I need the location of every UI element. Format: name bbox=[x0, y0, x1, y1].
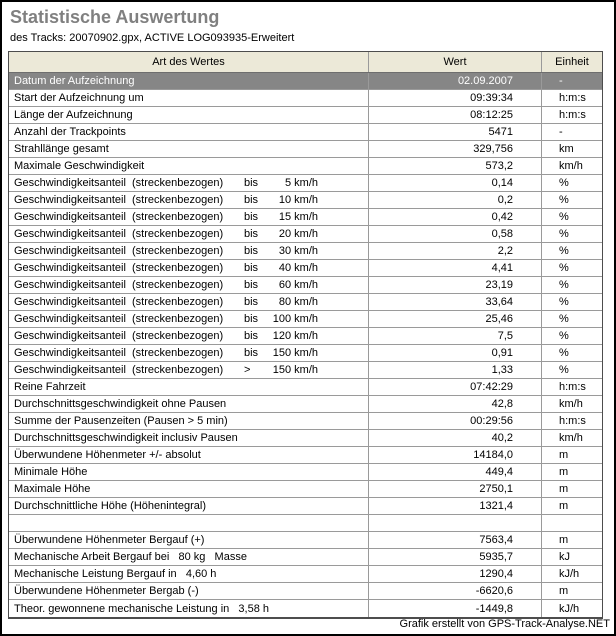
table-row bbox=[9, 175, 602, 192]
row-unit: % bbox=[559, 211, 569, 223]
row-unit: m bbox=[559, 585, 569, 597]
table-row bbox=[9, 566, 602, 583]
table-row bbox=[9, 141, 602, 158]
row-label-cell bbox=[9, 90, 369, 106]
table-row bbox=[9, 549, 602, 566]
row-threshold-speed: 15 km/h bbox=[278, 211, 318, 223]
row-label-cell bbox=[9, 532, 369, 548]
row-threshold-qualifier: bis bbox=[244, 194, 259, 206]
row-value: 09:39:34 bbox=[369, 90, 542, 106]
row-label: Theor. gewonnene mechanische Leistung in 3,58 h bbox=[14, 602, 270, 615]
row-value: 1,33 bbox=[369, 362, 542, 378]
column-header-art-des-wertes: Art des Wertes bbox=[9, 52, 369, 72]
row-label-cell bbox=[9, 413, 369, 429]
row-value: -1449,8 bbox=[369, 600, 542, 617]
row-label: Anzahl der Trackpoints bbox=[14, 126, 126, 138]
table-header-row bbox=[9, 52, 602, 73]
row-label: Geschwindigkeitsanteil (streckenbezogen) bbox=[14, 296, 224, 308]
row-unit: % bbox=[559, 296, 569, 308]
row-unit: % bbox=[559, 364, 569, 376]
row-threshold-qualifier: bis bbox=[244, 296, 259, 308]
row-label: Länge der Aufzeichnung bbox=[14, 109, 133, 121]
row-value: 02.09.2007 bbox=[369, 73, 542, 89]
row-value: 5471 bbox=[369, 124, 542, 140]
row-label: Geschwindigkeitsanteil (streckenbezogen) bbox=[14, 313, 224, 325]
row-value: 1290,4 bbox=[369, 566, 542, 582]
table-row bbox=[9, 90, 602, 107]
table-row bbox=[9, 498, 602, 515]
row-label: Geschwindigkeitsanteil (streckenbezogen) bbox=[14, 177, 224, 189]
row-label-cell bbox=[9, 447, 369, 463]
row-unit: km/h bbox=[559, 160, 583, 172]
row-unit: km/h bbox=[559, 398, 583, 410]
row-unit: % bbox=[559, 347, 569, 359]
row-threshold-qualifier: bis bbox=[244, 177, 259, 189]
row-unit: % bbox=[559, 194, 569, 206]
row-label-cell bbox=[9, 260, 369, 276]
row-label-cell bbox=[9, 583, 369, 599]
row-unit: % bbox=[559, 279, 569, 291]
row-threshold-qualifier: bis bbox=[244, 245, 259, 257]
row-value: 573,2 bbox=[369, 158, 542, 174]
row-value: 08:12:25 bbox=[369, 107, 542, 123]
row-label-cell bbox=[9, 430, 369, 446]
row-threshold-speed: 120 km/h bbox=[272, 330, 318, 342]
row-value: 2750,1 bbox=[369, 481, 542, 497]
row-label: Summe der Pausenzeiten (Pausen > 5 min) bbox=[14, 415, 228, 427]
table-row bbox=[9, 413, 602, 430]
row-value: 00:29:56 bbox=[369, 413, 542, 429]
row-label-cell bbox=[9, 362, 369, 378]
row-label-cell bbox=[9, 192, 369, 208]
row-value: 23,19 bbox=[369, 277, 542, 293]
table-row bbox=[9, 107, 602, 124]
row-value bbox=[369, 515, 542, 531]
table-row bbox=[9, 226, 602, 243]
row-label-cell bbox=[9, 243, 369, 259]
row-value: 7563,4 bbox=[369, 532, 542, 548]
row-label: Geschwindigkeitsanteil (streckenbezogen) bbox=[14, 194, 224, 206]
row-threshold-qualifier: > bbox=[244, 364, 251, 376]
table-body bbox=[9, 73, 602, 617]
row-value: 5935,7 bbox=[369, 549, 542, 565]
row-value: 42,8 bbox=[369, 396, 542, 412]
page-title: Statistische Auswertung bbox=[10, 7, 220, 27]
table-row bbox=[9, 447, 602, 464]
row-threshold-qualifier: bis bbox=[244, 228, 259, 240]
table-row bbox=[9, 532, 602, 549]
table-row bbox=[9, 600, 602, 617]
row-value: 33,64 bbox=[369, 294, 542, 310]
row-label-cell bbox=[9, 175, 369, 191]
table-row bbox=[9, 158, 602, 175]
column-header-wert: Wert bbox=[369, 52, 542, 72]
row-value: -6620,6 bbox=[369, 583, 542, 599]
row-label-cell bbox=[9, 481, 369, 497]
row-threshold-speed: 20 km/h bbox=[278, 228, 318, 240]
row-label-cell bbox=[9, 311, 369, 327]
row-label: Mechanische Arbeit Bergauf bei 80 kg Masse bbox=[14, 551, 247, 563]
row-label-cell bbox=[9, 107, 369, 123]
row-value: 40,2 bbox=[369, 430, 542, 446]
row-label: Überwundene Höhenmeter Bergab (-) bbox=[14, 585, 199, 597]
row-label-cell bbox=[9, 515, 369, 531]
table-row bbox=[9, 430, 602, 447]
row-unit: kJ/h bbox=[559, 568, 580, 580]
row-threshold-speed: 100 km/h bbox=[272, 313, 318, 325]
row-value: 25,46 bbox=[369, 311, 542, 327]
table-row bbox=[9, 311, 602, 328]
row-label-cell bbox=[9, 209, 369, 225]
row-value: 1321,4 bbox=[369, 498, 542, 514]
row-label: Strahllänge gesamt bbox=[14, 143, 109, 155]
row-label: Maximale Höhe bbox=[14, 483, 91, 495]
row-label-cell bbox=[9, 294, 369, 310]
row-label-cell bbox=[9, 498, 369, 514]
row-value: 0,2 bbox=[369, 192, 542, 208]
row-unit: m bbox=[559, 500, 569, 512]
row-label: Geschwindigkeitsanteil (streckenbezogen) bbox=[14, 364, 224, 376]
row-label: Geschwindigkeitsanteil (streckenbezogen) bbox=[14, 262, 224, 274]
row-label: Durchschnittliche Höhe (Höhenintegral) bbox=[14, 500, 206, 512]
row-threshold-speed: 5 km/h bbox=[284, 177, 318, 189]
row-threshold-speed: 40 km/h bbox=[278, 262, 318, 274]
row-label-cell bbox=[9, 345, 369, 361]
row-label: Datum der Aufzeichnung bbox=[14, 75, 135, 87]
row-label-cell bbox=[9, 549, 369, 565]
row-threshold-qualifier: bis bbox=[244, 347, 259, 359]
row-value: 449,4 bbox=[369, 464, 542, 480]
row-label-cell bbox=[9, 328, 369, 344]
row-unit: kJ bbox=[559, 551, 570, 563]
row-unit: % bbox=[559, 313, 569, 325]
row-value: 2,2 bbox=[369, 243, 542, 259]
row-value: 0,42 bbox=[369, 209, 542, 225]
row-label: Geschwindigkeitsanteil (streckenbezogen) bbox=[14, 245, 224, 257]
table-row bbox=[9, 260, 602, 277]
credit-line: Grafik erstellt von GPS-Track-Analyse.NET bbox=[399, 618, 610, 630]
row-label-cell bbox=[9, 73, 369, 89]
row-threshold-speed: 80 km/h bbox=[278, 296, 318, 308]
table-row bbox=[9, 209, 602, 226]
row-threshold-qualifier: bis bbox=[244, 279, 259, 291]
statistics-table bbox=[8, 51, 603, 619]
row-unit: % bbox=[559, 330, 569, 342]
row-unit: - bbox=[559, 126, 563, 138]
row-threshold-speed: 30 km/h bbox=[278, 245, 318, 257]
row-value: 07:42:29 bbox=[369, 379, 542, 395]
row-label: Überwundene Höhenmeter +/- absolut bbox=[14, 449, 201, 461]
row-label-cell bbox=[9, 141, 369, 157]
table-row bbox=[9, 396, 602, 413]
row-threshold-speed: 60 km/h bbox=[278, 279, 318, 291]
row-threshold-qualifier: bis bbox=[244, 262, 259, 274]
row-label-cell bbox=[9, 396, 369, 412]
row-label: Maximale Geschwindigkeit bbox=[14, 160, 145, 172]
row-threshold-qualifier: bis bbox=[244, 313, 259, 325]
row-unit: m bbox=[559, 483, 569, 495]
row-value: 7,5 bbox=[369, 328, 542, 344]
table-row bbox=[9, 192, 602, 209]
row-value: 14184,0 bbox=[369, 447, 542, 463]
row-threshold-qualifier: bis bbox=[244, 330, 259, 342]
track-subtitle: des Tracks: 20070902.gpx, ACTIVE LOG093935-Erweitert bbox=[10, 32, 295, 44]
row-label-cell bbox=[9, 124, 369, 140]
table-row bbox=[9, 362, 602, 379]
row-unit: m bbox=[559, 466, 569, 478]
row-unit: - bbox=[559, 75, 563, 87]
spacer-row bbox=[9, 515, 602, 532]
row-value: 329,756 bbox=[369, 141, 542, 157]
row-unit: % bbox=[559, 228, 569, 240]
row-label: Mechanische Leistung Bergauf in 4,60 h bbox=[14, 568, 217, 580]
row-unit: % bbox=[559, 245, 569, 257]
table-row bbox=[9, 294, 602, 311]
row-label: Start der Aufzeichnung um bbox=[14, 92, 144, 104]
row-label-cell bbox=[9, 379, 369, 395]
table-row bbox=[9, 481, 602, 498]
row-threshold-qualifier: bis bbox=[244, 211, 259, 223]
row-unit: h:m:s bbox=[559, 109, 586, 121]
column-header-einheit: Einheit bbox=[555, 56, 589, 68]
row-unit: m bbox=[559, 534, 569, 546]
row-unit: h:m:s bbox=[559, 381, 586, 393]
row-unit: % bbox=[559, 262, 569, 274]
row-unit: km/h bbox=[559, 432, 583, 444]
row-label: Geschwindigkeitsanteil (streckenbezogen) bbox=[14, 279, 224, 291]
row-label-cell bbox=[9, 277, 369, 293]
row-label: Durchschnittsgeschwindigkeit ohne Pausen bbox=[14, 398, 227, 410]
table-row bbox=[9, 464, 602, 481]
row-label: Minimale Höhe bbox=[14, 466, 88, 478]
row-threshold-speed: 10 km/h bbox=[278, 194, 318, 206]
row-label: Reine Fahrzeit bbox=[14, 381, 86, 393]
table-row bbox=[9, 345, 602, 362]
table-row bbox=[9, 124, 602, 141]
row-unit: h:m:s bbox=[559, 415, 586, 427]
table-row bbox=[9, 379, 602, 396]
table-row bbox=[9, 328, 602, 345]
row-label: Geschwindigkeitsanteil (streckenbezogen) bbox=[14, 211, 224, 223]
row-label-cell bbox=[9, 566, 369, 582]
row-value: 0,14 bbox=[369, 175, 542, 191]
row-label: Überwundene Höhenmeter Bergauf (+) bbox=[14, 534, 205, 546]
table-row bbox=[9, 243, 602, 260]
row-unit: m bbox=[559, 449, 569, 461]
table-row bbox=[9, 73, 602, 90]
row-label-cell bbox=[9, 600, 369, 617]
row-label-cell bbox=[9, 226, 369, 242]
row-label: Durchschnittsgeschwindigkeit inclusiv Pausen bbox=[14, 432, 238, 444]
row-label: Geschwindigkeitsanteil (streckenbezogen) bbox=[14, 228, 224, 240]
row-threshold-speed: 150 km/h bbox=[272, 347, 318, 359]
row-label-cell bbox=[9, 158, 369, 174]
row-unit bbox=[542, 515, 602, 531]
row-unit: km bbox=[559, 143, 574, 155]
table-row bbox=[9, 277, 602, 294]
row-label: Geschwindigkeitsanteil (streckenbezogen) bbox=[14, 330, 224, 342]
row-label: Geschwindigkeitsanteil (streckenbezogen) bbox=[14, 347, 224, 359]
table-row bbox=[9, 583, 602, 600]
row-value: 0,58 bbox=[369, 226, 542, 242]
row-label-cell bbox=[9, 464, 369, 480]
row-value: 4,41 bbox=[369, 260, 542, 276]
row-unit: % bbox=[559, 177, 569, 189]
row-unit: h:m:s bbox=[559, 92, 586, 104]
row-threshold-speed: 150 km/h bbox=[272, 364, 318, 376]
row-unit: kJ/h bbox=[559, 602, 580, 615]
row-value: 0,91 bbox=[369, 345, 542, 361]
